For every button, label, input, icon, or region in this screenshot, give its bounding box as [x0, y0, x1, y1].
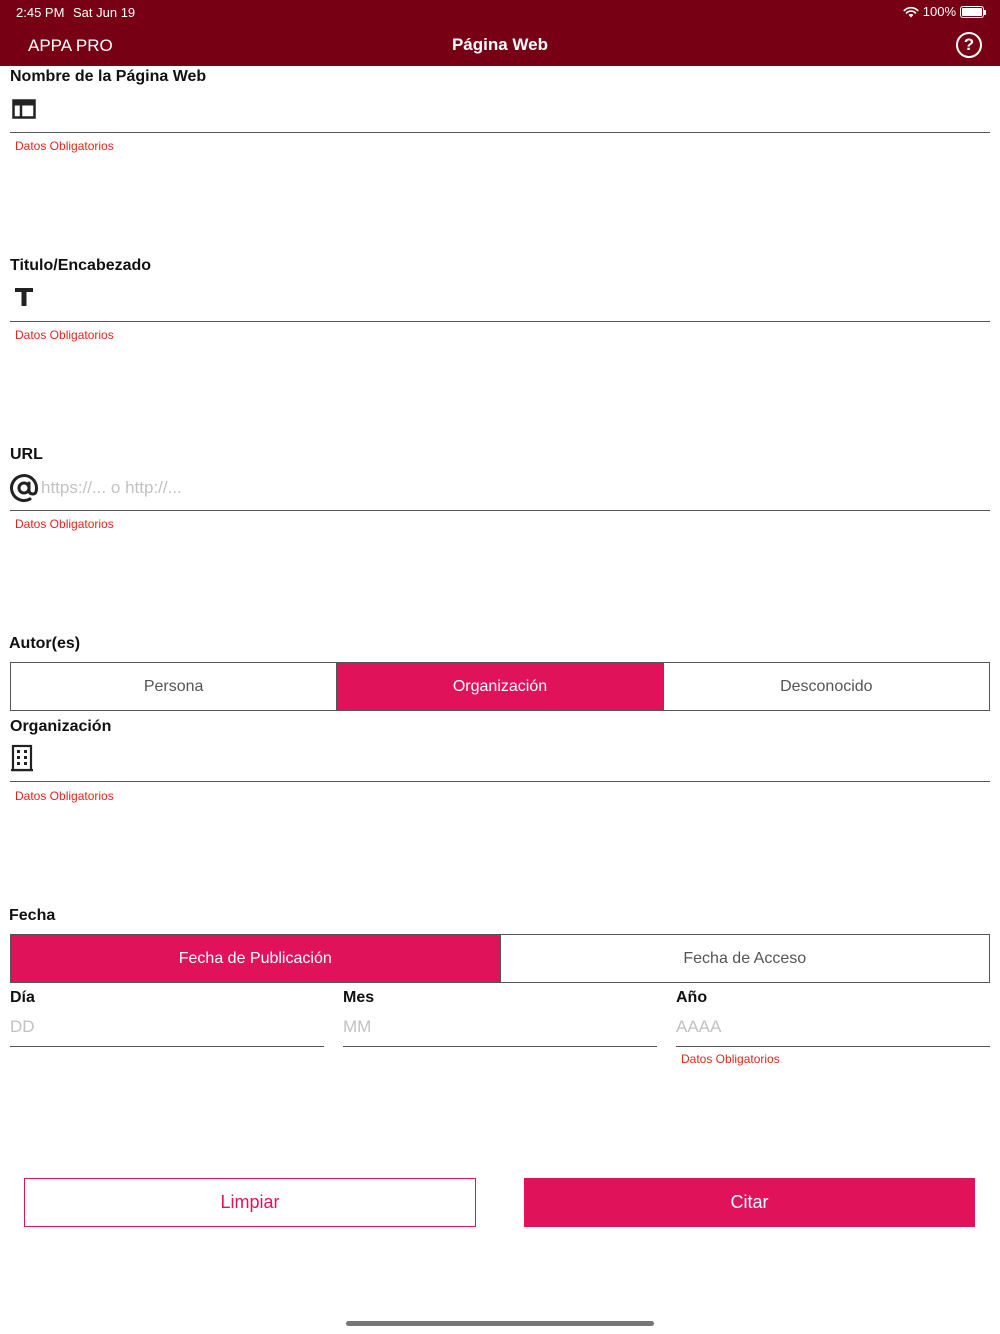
- status-date: Sat Jun 19: [73, 5, 136, 20]
- question-circle-icon[interactable]: ?: [956, 32, 982, 58]
- url-underline: [10, 510, 990, 511]
- organization-label: Organización: [10, 718, 112, 735]
- year-required: Datos Obligatorios: [681, 1052, 780, 1066]
- month-label: Mes: [343, 989, 375, 1006]
- status-indicators: [903, 4, 984, 19]
- day-input[interactable]: [10, 1013, 324, 1041]
- year-input[interactable]: [676, 1013, 990, 1041]
- authors-label: Autor(es): [9, 635, 81, 652]
- author-option-desconocido[interactable]: Desconocido: [664, 663, 989, 710]
- website-name-label: Nombre de la Página Web: [10, 68, 207, 85]
- date-label: Fecha: [9, 907, 56, 924]
- at-sign-icon: [9, 473, 39, 503]
- website-name-underline: [10, 132, 990, 133]
- author-option-persona[interactable]: Persona: [11, 663, 337, 710]
- website-name-input[interactable]: [42, 96, 982, 124]
- clear-button[interactable]: Limpiar: [24, 1178, 476, 1227]
- date-option-acceso[interactable]: Fecha de Acceso: [501, 935, 990, 982]
- author-type-selector: [10, 662, 990, 711]
- status-time: 2:45 PM: [16, 5, 65, 20]
- author-option-organizacion[interactable]: Organización: [337, 663, 663, 710]
- text-t-icon: [14, 287, 34, 307]
- cite-button[interactable]: Citar: [524, 1178, 975, 1227]
- title-required: Datos Obligatorios: [15, 328, 114, 342]
- app-name[interactable]: APPA PRO: [28, 36, 113, 55]
- url-required: Datos Obligatorios: [15, 517, 114, 531]
- date-option-publicacion[interactable]: Fecha de Publicación: [11, 935, 501, 982]
- home-indicator[interactable]: [346, 1321, 654, 1326]
- browser-window-icon: [12, 99, 36, 119]
- wifi-icon: [903, 6, 919, 18]
- month-underline: [343, 1046, 657, 1047]
- organization-input[interactable]: [42, 745, 982, 773]
- website-name-required: Datos Obligatorios: [15, 139, 114, 153]
- battery-percent: 100%: [922, 4, 956, 19]
- organization-underline: [10, 781, 990, 782]
- day-label: Día: [10, 989, 35, 1006]
- page-title: Página Web: [451, 35, 549, 54]
- title-underline: [10, 321, 990, 322]
- building-icon: [11, 744, 33, 772]
- year-underline: [676, 1046, 990, 1047]
- url-input[interactable]: [41, 474, 981, 502]
- url-label: URL: [10, 446, 43, 463]
- title-label: Titulo/Encabezado: [10, 257, 152, 274]
- title-input[interactable]: [42, 285, 982, 313]
- year-label: Año: [676, 989, 708, 1006]
- day-underline: [10, 1046, 324, 1047]
- month-input[interactable]: [343, 1013, 657, 1041]
- battery-icon: [960, 6, 984, 18]
- organization-required: Datos Obligatorios: [15, 789, 114, 803]
- date-type-selector: [10, 934, 990, 983]
- nav-header: [0, 0, 1000, 66]
